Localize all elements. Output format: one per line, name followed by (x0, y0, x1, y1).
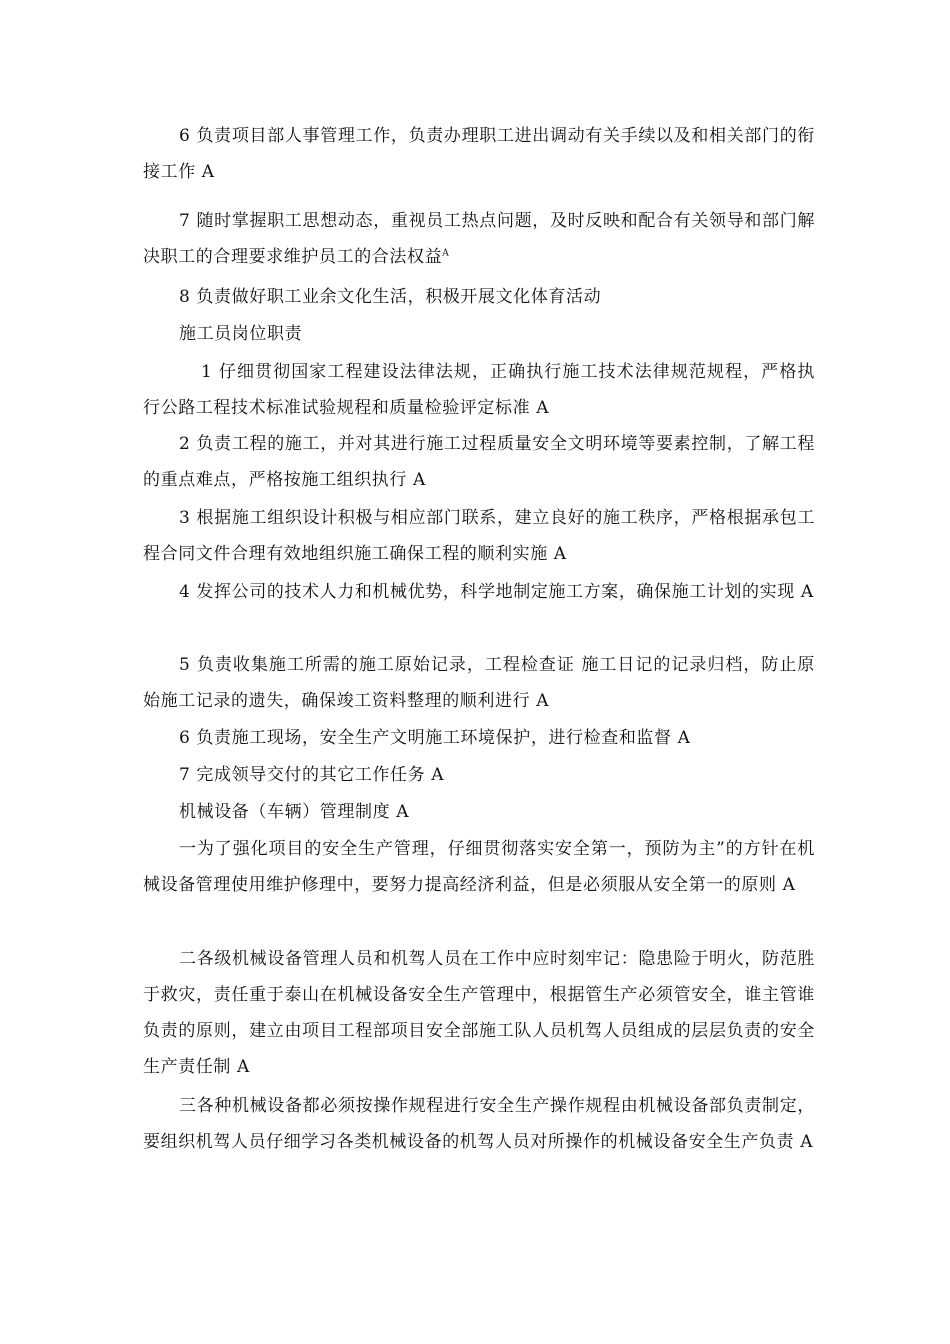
superscript-mark: A (442, 248, 450, 259)
section-heading-machinery-rules: 机械设备（车辆）管理制度 A (179, 802, 410, 822)
paragraph-hr-7-text: 7 随时掌握职工思想动态，重视员工热点问题，及时反映和配合有关领导和部门解决职工的合理要求维护员工的合法权益 (143, 211, 815, 267)
paragraph-duty-6: 6 负责施工现场，安全生产文明施工环境保护，进行检查和监督 A (179, 728, 691, 748)
paragraph-hr-8: 8 负责做好职工业余文化生活，积极开展文化体育活动 (179, 287, 602, 307)
paragraph-duty-5: 5 负责收集施工所需的施工原始记录，工程检查证 施工日记的记录归档，防止原始施工记录的遗失，确保竣工资料整理的顺利进行 A (143, 655, 815, 711)
paragraph-rule-2: 二各级机械设备管理人员和机驾人员在工作中应时刻牢记：隐患险于明火，防范胜于救灾，责任重于泰山在机械设备安全生产管理中，根据管生产必须管安全，谁主管谁负责的原则，建立由项目工程部项目安全部施工队人员机驾人员组成的层层负责的安全生产责任制 A (143, 949, 815, 1077)
paragraph-rule-1: 一为了强化项目的安全生产管理，仔细贯彻落实安全第一，预防为主”的方针在机械设备管理使用维护修理中，要努力提高经济利益，但是必须服从安全第一的原则 A (143, 839, 815, 895)
paragraph-rule-3: 三各种机械设备都必须按操作规程进行安全生产操作规程由机械设备部负责制定，要组织机驾人员仔细学习各类机械设备的机驾人员对所操作的机械设备安全生产负责 A (143, 1096, 815, 1152)
paragraph-duty-7: 7 完成领导交付的其它工作任务 A (179, 765, 445, 785)
paragraph-hr-6: 6 负责项目部人事管理工作，负责办理职工进出调动有关手续以及和相关部门的衔接工作 A (143, 126, 815, 182)
paragraph-hr-7 (143, 203, 815, 275)
paragraph-duty-3: 3 根据施工组织设计积极与相应部门联系，建立良好的施工秩序，严格根据承包工程合同文件合理有效地组织施工确保工程的顺利实施 A (143, 508, 815, 564)
section-heading-constructor-duties: 施工员岗位职责 (179, 324, 303, 344)
paragraph-duty-2: 2 负责工程的施工，并对其进行施工过程质量安全文明环境等要素控制，了解工程的重点难点，严格按施工组织执行 A (143, 434, 815, 490)
paragraph-duty-4: 4 发挥公司的技术人力和机械优势，科学地制定施工方案，确保施工计划的实现 A (179, 582, 814, 602)
paragraph-duty-1: 1 仔细贯彻国家工程建设法律法规，正确执行施工技术法律规范规程，严格执行公路工程技术标准试验规程和质量检验评定标准 A (143, 362, 815, 418)
